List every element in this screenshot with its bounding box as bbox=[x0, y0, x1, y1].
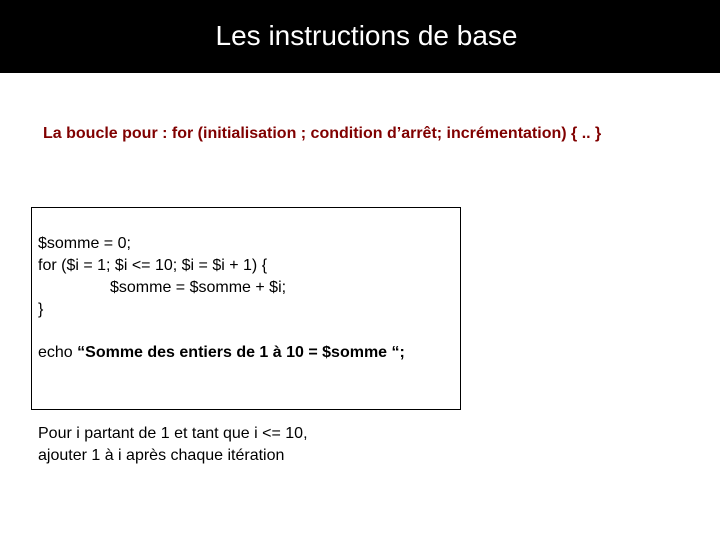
code-line-close: } bbox=[38, 301, 44, 318]
code-line-init: $somme = 0; bbox=[38, 235, 131, 252]
slide-title: Les instructions de base bbox=[215, 20, 518, 51]
code-line-echo bbox=[38, 343, 405, 363]
explanation-line-2: ajouter 1 à i après chaque itération bbox=[38, 447, 285, 464]
echo-string: “Somme des entiers de 1 à 10 = $somme “; bbox=[77, 344, 405, 361]
explanation-line-1: Pour i partant de 1 et tant que i <= 10, bbox=[38, 425, 308, 442]
echo-keyword: echo bbox=[38, 344, 78, 361]
code-line-for: for ($i = 1; $i <= 10; $i = $i + 1) { bbox=[38, 257, 268, 274]
code-line-body: $somme = $somme + $i; bbox=[110, 279, 287, 296]
title-bar bbox=[0, 0, 720, 73]
loop-syntax-subtitle: La boucle pour : for (initialisation ; condition d’arrêt; incrémentation) { .. } bbox=[43, 125, 602, 142]
